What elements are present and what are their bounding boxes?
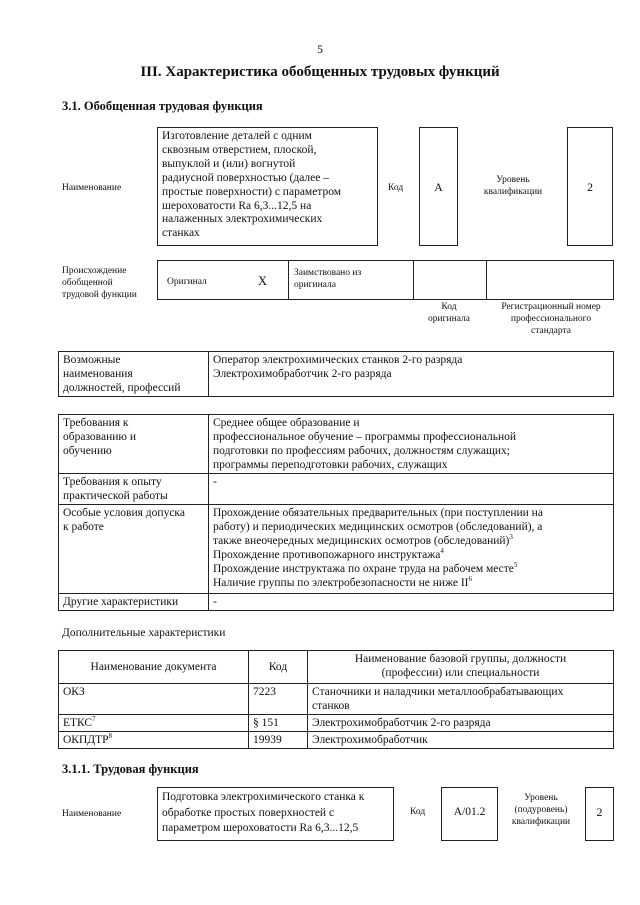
reg-number-line: профессионального	[510, 314, 592, 324]
gtf-level-label-line: квалификации	[483, 187, 543, 197]
gtf-heading: 3.1. Обобщенная трудовая функция	[62, 99, 263, 113]
gtf-name-line: шероховатости Ra 6,3...12,5 на	[162, 199, 312, 212]
origin-label	[62, 265, 137, 301]
tf-name-label: Наименование	[62, 809, 122, 819]
header-group-line: Наименование базовой группы, должности	[354, 653, 567, 665]
code-original-label	[412, 301, 486, 325]
group-cell: Электрохимобработчик 2-го разряда	[308, 715, 614, 732]
other-label: Другие характеристики	[59, 594, 209, 611]
positions-label	[59, 352, 209, 397]
tf-level-value: 2	[596, 805, 603, 819]
tf-code-label: Код	[410, 807, 426, 817]
origin-label-line: обобщенной	[62, 278, 113, 288]
condition-line: Прохождение обязательных предварительных (при поступлении на	[213, 507, 543, 519]
positions-label-line: должностей, профессий	[63, 382, 181, 394]
table-row	[59, 715, 614, 732]
doc-cell: ОКЗ	[59, 684, 249, 715]
tf-level-label-line: Уровень	[524, 793, 558, 803]
page-number: 5	[317, 44, 323, 56]
section-title: III. Характеристика обобщенных трудовых функций	[140, 64, 500, 80]
education-label-line: обучению	[63, 445, 112, 457]
requirements-table	[58, 414, 614, 611]
code-original-line: оригинала	[428, 314, 470, 324]
footnote-ref: 3	[509, 533, 513, 542]
gtf-name-line: сквозным отверстием, плоской,	[162, 143, 317, 156]
conditions-label-line: Особые условия допуска	[63, 507, 185, 519]
table-row	[59, 684, 614, 715]
experience-label	[59, 474, 209, 505]
condition-line: работу) и периодических медицинских осмотров (обследований), а	[213, 521, 543, 533]
tf-code-value: А/01.2	[453, 806, 486, 818]
tf-name-line: обработке простых поверхностей с	[162, 806, 335, 819]
group-line: Станочники и наладчики металлообрабатывающих	[312, 686, 564, 698]
conditions-label	[59, 505, 209, 594]
gtf-level-label-line: Уровень	[496, 175, 530, 185]
doc-cell: ЕТКС$^7$	[59, 715, 249, 732]
condition-line: Наличие группы по электробезопасности не ниже $II^6$	[213, 575, 473, 589]
reg-number-label	[488, 301, 614, 337]
original-mark: X	[258, 274, 268, 288]
education-label-line: образованию и	[63, 431, 136, 443]
gtf-code-box	[419, 127, 458, 246]
footnote-ref: 6	[468, 575, 473, 584]
origin-label-line: трудовой функции	[62, 290, 137, 300]
education-label	[59, 415, 209, 474]
gtf-name-label: Наименование	[62, 183, 122, 193]
borrowed-label	[294, 267, 361, 291]
condition-line: также внеочередных медицинских осмотров (обследований)$^3$	[213, 533, 513, 547]
borrowed-label-line: Заимствовано из	[294, 268, 362, 278]
borrowed-label-line: оригинала	[294, 280, 336, 290]
education-label-line: Требования к	[63, 417, 129, 429]
header-code: Код	[249, 651, 308, 684]
reg-number-line: стандарта	[531, 326, 571, 336]
position-item: Электрохимобработчик 2-го разряда	[213, 368, 392, 380]
group-cell	[308, 684, 614, 715]
conditions-value	[209, 505, 614, 594]
gtf-level-box	[567, 127, 613, 246]
doc-cell: ОКПДТР$^8$	[59, 732, 249, 749]
tf-level-label-line: (подуровень)	[514, 805, 568, 815]
condition-line: Прохождение противопожарного инструктажа$^4$	[213, 547, 444, 561]
tf-level-label	[502, 792, 580, 828]
additional-table	[58, 650, 614, 749]
experience-value: -	[209, 474, 614, 505]
additional-heading: Дополнительные характеристики	[62, 627, 226, 639]
tf-name-line: параметром шероховатости Ra 6,3...12,5	[162, 822, 359, 834]
experience-label-line: практической работы	[63, 490, 168, 502]
experience-label-line: Требования к опыту	[63, 476, 162, 488]
gtf-name-line: выпуклой и (или) вогнутой	[162, 157, 296, 170]
header-group	[308, 651, 614, 684]
tf-heading: 3.1.1. Трудовая функция	[62, 762, 199, 776]
tf-level-box	[585, 787, 614, 841]
group-cell: Электрохимобработчик	[308, 732, 614, 749]
gtf-name-line: простые поверхности) с параметром	[162, 185, 342, 198]
tf-name-box	[157, 787, 394, 841]
education-line: Среднее общее образование и	[213, 417, 360, 429]
origin-label-line: Происхождение	[62, 266, 127, 276]
gtf-level-label	[470, 174, 556, 198]
footnote-ref: 4	[440, 547, 444, 556]
reg-number-line: Регистрационный номер	[501, 302, 601, 312]
footnote-ref: 5	[513, 561, 518, 570]
origin-row	[157, 260, 614, 300]
original-label: Оригинал	[167, 277, 207, 287]
education-line: подготовки по профессиям рабочих, должностям служащих;	[213, 445, 510, 457]
table-row	[59, 732, 614, 749]
other-value: -	[209, 594, 614, 611]
gtf-level-value: 2	[587, 180, 593, 194]
group-line: станков	[312, 700, 350, 712]
conditions-label-line: к работе	[63, 521, 104, 533]
tf-code-box	[441, 787, 498, 841]
condition-line: Прохождение инструктажа по охране труда на рабочем месте$^5$	[213, 561, 518, 575]
positions-table	[58, 351, 614, 397]
education-line: профессиональное обучение – программы профессиональной	[213, 431, 517, 443]
gtf-name-line: радиусной поверхностью (далее –	[162, 171, 330, 184]
code-cell: 7223	[249, 684, 308, 715]
gtf-name-line: налаженных электрохимических	[162, 213, 323, 226]
gtf-name-line: станках	[162, 227, 200, 240]
header-group-line: (профессии) или специальности	[381, 667, 540, 679]
code-cell: § 151	[249, 715, 308, 732]
footnote-ref: 7	[92, 715, 96, 724]
gtf-code-value: А	[434, 180, 443, 194]
code-cell: 19939	[249, 732, 308, 749]
tf-level-label-line: квалификации	[511, 817, 571, 827]
code-original-line: Код	[441, 302, 457, 312]
gtf-name-line: Изготовление деталей с одним	[162, 130, 312, 142]
position-item: Оператор электрохимических станков 2-го разряда	[213, 354, 463, 366]
header-doc: Наименование документа	[59, 651, 249, 684]
gtf-name-box	[157, 127, 378, 246]
education-line: программы переподготовки рабочих, служащих	[213, 459, 448, 471]
positions-label-line: наименования	[63, 368, 133, 380]
education-value	[209, 415, 614, 474]
tf-name-line: Подготовка электрохимического станка к	[162, 791, 365, 803]
positions-value	[209, 352, 614, 397]
positions-label-line: Возможные	[63, 354, 121, 366]
gtf-code-label: Код	[388, 183, 404, 193]
footnote-ref: 8	[108, 732, 113, 741]
